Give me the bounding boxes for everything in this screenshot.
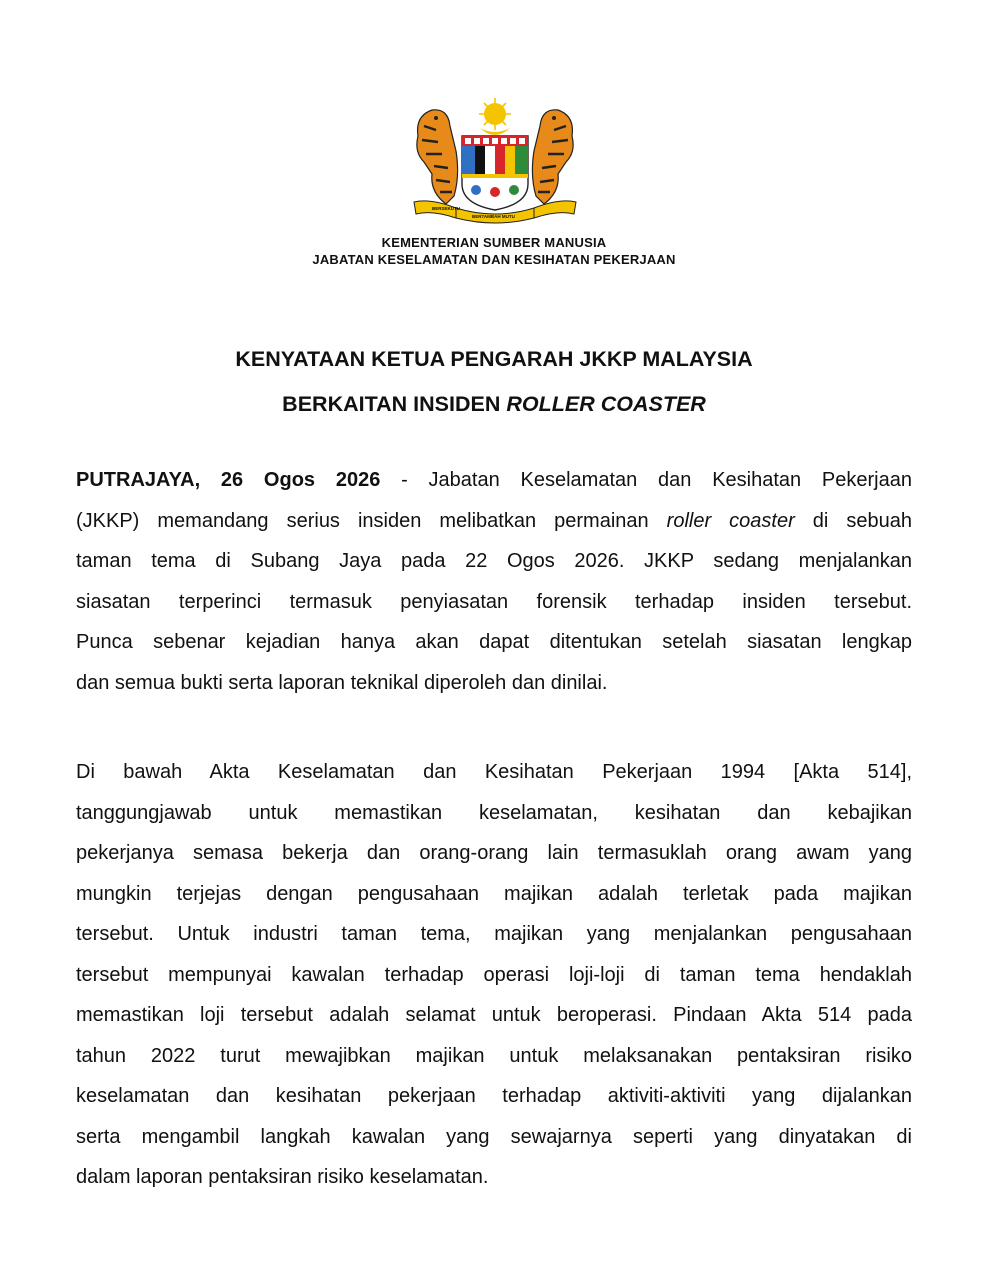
paragraph-line: tanggungjawab untuk memastikan keselamatan, kesihatan dan kebajikan bbox=[76, 801, 912, 824]
tiger-left-icon bbox=[417, 110, 458, 204]
ministry-name: KEMENTERIAN SUMBER MANUSIA bbox=[381, 235, 607, 250]
paragraph-line: siasatan terperinci termasuk penyiasatan forensik terhadap insiden tersebut. bbox=[76, 590, 912, 613]
paragraph-line: Punca sebenar kejadian hanya akan dapat ditentukan setelah siasatan lengkap bbox=[76, 631, 912, 653]
paragraph-line: tersebut mempunyai kawalan terhadap operasi loji-loji di taman tema hendaklah bbox=[76, 963, 912, 986]
tiger-right-icon bbox=[532, 110, 573, 204]
svg-text:BERTAMBAH MUTU: BERTAMBAH MUTU bbox=[472, 214, 515, 219]
paragraph-line: pekerjanya semasa bekerja dan orang-orang lain termasuklah orang awam yang bbox=[76, 842, 912, 864]
svg-text:BERSEKUTU: BERSEKUTU bbox=[432, 206, 461, 211]
paragraph-2 bbox=[76, 752, 912, 1198]
title-italic: ROLLER COASTER bbox=[506, 392, 706, 416]
paragraph-line: dalam laporan pentaksiran risiko keselamatan. bbox=[76, 1166, 489, 1188]
dateline: PUTRAJAYA, 26 Ogos 2026 bbox=[76, 469, 381, 491]
paragraph-line: taman tema di Subang Jaya pada 22 Ogos 2026. JKKP sedang menjalankan bbox=[76, 550, 912, 572]
star-crescent-icon bbox=[479, 98, 511, 135]
shield-icon bbox=[462, 136, 528, 210]
department-name: JABATAN KESELAMATAN DAN KESIHATAN PEKERJAAN bbox=[312, 252, 676, 267]
statement-title-line2 bbox=[0, 392, 988, 417]
paragraph-line: keselamatan dan kesihatan pekerjaan terhadap aktiviti-aktiviti yang dijalankan bbox=[76, 1085, 912, 1107]
paragraph-line: memastikan loji tersebut adalah selamat untuk beroperasi. Pindaan Akta 514 pada bbox=[76, 1004, 912, 1026]
paragraph-line: serta mengambil langkah kawalan yang sewajarnya seperti yang dinyatakan di bbox=[76, 1125, 912, 1148]
paragraph-line: tersebut. Untuk industri taman tema, majikan yang menjalankan pengusahaan bbox=[76, 923, 912, 945]
paragraph-line: PUTRAJAYA, 26 Ogos 2026 - Jabatan Keselamatan dan Kesihatan Pekerjaan bbox=[76, 469, 912, 491]
paragraph-1 bbox=[76, 460, 912, 703]
statement-title-line1: KENYATAAN KETUA PENGARAH JKKP MALAYSIA bbox=[235, 347, 753, 371]
paragraph-line: mungkin terjejas dengan pengusahaan majikan adalah terletak pada majikan bbox=[76, 882, 912, 905]
paragraph-line: dan semua bukti serta laporan teknikal diperoleh dan dinilai. bbox=[76, 671, 608, 694]
title-prefix: BERKAITAN INSIDEN bbox=[282, 392, 507, 416]
paragraph-line: (JKKP) memandang serius insiden melibatkan permainan roller coaster di sebuah bbox=[76, 509, 912, 532]
paragraph-line: tahun 2022 turut mewajibkan majikan untuk melaksanakan pentaksiran risiko bbox=[76, 1044, 912, 1067]
coat-of-arms-logo bbox=[410, 96, 580, 224]
paragraph-line: Di bawah Akta Keselamatan dan Kesihatan Pekerjaan 1994 [Akta 514], bbox=[76, 761, 912, 783]
